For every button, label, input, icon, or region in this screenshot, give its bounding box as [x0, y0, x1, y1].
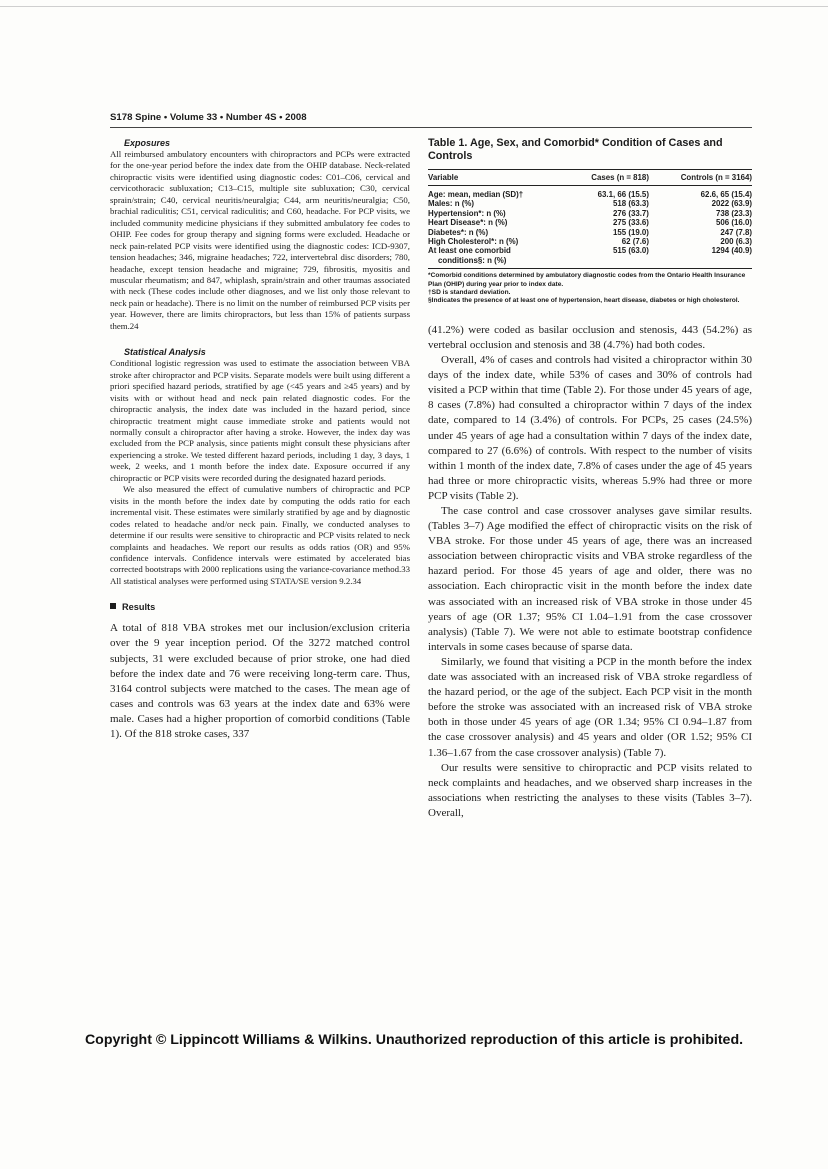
header-rule	[110, 127, 752, 128]
statistical-analysis-paragraph-1: Conditional logistic regression was used to estimate the association between VBA stroke after chiropractor and PCP visits. Separate models were built using different a priori specified hazard periods, stratified by age (<45 years and ≥45 years) and by visits with or without head and neck pain related diagnostic codes. For the chiropractic analysis, the index date was included in the hazard period, since chiropractic treatment might cause immediate stroke and patients would not normally consult a chiropractor after having a stroke. However, the index day was excluded from the PCP analysis, since patients might consult these physicians after experiencing a stroke. We tested different hazard periods, including 1 day, 3 days, 1 week, 2 weeks, and 1 month before the index date. Exposure occurred if any chiropractic or PCP visits were recorded during the designated hazard periods.	[110, 358, 410, 483]
statistical-analysis-paragraph-2: We also measured the effect of cumulative numbers of chiropractic and PCP visits in the month before the index date by computing the odds ratio for each incremental visit. These estimates were similarly stratified by age and by diagnostic codes related to headache and/or neck pain. Finally, we conducted analyses to determine if our results were sensitive to chiropractic and PCP visits related to neck complaints and headaches. We report our results as odds ratios (OR) and 95% confidence intervals. Confidence intervals were estimated by accelerated bias corrected bootstraps with 2000 replications using the variance-covariance method.33 All statistical analyses were performed using STATA/SE version 9.2.34	[110, 484, 410, 586]
case-control-paragraph: The case control and case crossover analyses gave similar results. (Tables 3–7) Age modified the effect of chiropractic visits on the risk of VBA stroke. For those under 45 years of age, there was an increased association between chiropractic visits and VBA stroke regardless of the hazard period. For those 45 years of age and older, there was no association. Each chiropractic visit in the month before the index date was associated with an increased risk of VBA stroke in those under 45 years of age (OR 1.37; 95% CI 1.04–1.91 from the case crossover analysis) (Table 7). We were not able to estimate bootstrap confidence intervals in some cases because of sparse data.	[428, 505, 752, 653]
table-cell: 200 (6.3)	[720, 237, 752, 247]
table-cell: 63.1, 66 (15.5)	[597, 190, 649, 199]
table-cell: Heart Disease*: n (%)	[428, 218, 508, 228]
pcp-visits-paragraph: Similarly, we found that visiting a PCP in the month before the index date was associated with an increased risk of VBA stroke regardless of the hazard period, or the age of the subject. Each PCP visit in the month before the stroke was associated with an increased risk of VBA stroke both in those under 45 years of age (OR 1.34; 95% CI 0.94–1.87 from the case crossover analysis) and 45 years and older (OR 1.52; 95% CI 1.36–1.67 from the case crossover analysis) (Table 7).	[428, 655, 752, 759]
exposures-paragraph: All reimbursed ambulatory encounters with chiropractors and PCPs were extracted for the one-year period before the index date from the OHIP database. Neck-related chiropractic visits were identified using diagnostic codes: C01–C06, cervical and cervicothoracic subluxation; C13–C15, multiple site subluxation; C30, cervical sprain/strain; C40, cervical neuritis/neuralgia; C44, arm neuritis/neuralgia; C50, brachial radiculitis; C51, cervical radiculitis; and C60, headache. For PCP visits, we included community medicine physicians if they submitted ambulatory fee codes to OHIP. Fee codes for group therapy and signing forms were excluded. Headache or neck pain-related PCP visits were identified using the diagnostic codes: ICD-9307, tension headaches; 346, migraine headaches; 722, intervertebral disc disorders; 780, headache, except tension headache and migraine; 729, fibrositis, myositis and muscular rheumatism; and 847, whiplash, sprain/strain and other traumas associated with neck (These codes include other diagnoses, and we list only those relevant to neck pain or headache). There is no limit on the number of reimbursed PCP visits per year. However, there are limits chiropractors, but less than 15% of patients surpass them.24	[110, 149, 411, 331]
table-cell: 518 (63.3)	[612, 199, 649, 209]
table-cell: 1294 (40.9)	[711, 246, 752, 256]
top-rule	[0, 6, 828, 7]
table-1-footnotes	[428, 272, 752, 306]
table-cell: Hypertension*: n (%)	[428, 208, 506, 218]
section-bullet-icon	[110, 603, 116, 609]
table-cell: 155 (19.0)	[612, 227, 649, 237]
table-cell: 62.6, 65 (15.4)	[700, 190, 752, 199]
table-cell: Diabetes*: n (%)	[428, 227, 489, 237]
right-column	[428, 137, 752, 821]
table-footnote: §Indicates the presence of at least one of hypertension, heart disease, diabetes or high cholesterol.	[428, 297, 740, 305]
table-cell: 738 (23.3)	[716, 208, 752, 218]
table-header-row	[428, 170, 752, 186]
copyright-notice: Copyright © Lippincott Williams & Wilkins. Unauthorized reproduction of this article is prohibited.	[84, 1032, 744, 1048]
exposures-heading: Exposures	[124, 138, 171, 148]
table-row	[428, 186, 752, 200]
table-row	[428, 199, 752, 208]
running-head: S178 Spine • Volume 33 • Number 4S • 2008	[110, 112, 307, 123]
table-row	[428, 237, 752, 246]
table-row	[428, 256, 752, 269]
table-cell: conditions§: n (%)	[428, 256, 566, 269]
table-footnote: *Comorbid conditions determined by ambulatory diagnostic codes from the Ontario Health Insurance Plan (OHIP) during year prior to index date.	[428, 272, 746, 288]
table-row	[428, 218, 752, 227]
results-heading	[110, 601, 410, 613]
table-cell: High Cholesterol*: n (%)	[428, 237, 519, 247]
table-header-cell: Controls (n = 3164)	[649, 170, 752, 186]
table-1-title: Table 1. Age, Sex, and Comorbid* Condition of Cases and Controls	[428, 137, 723, 162]
table-cell	[649, 256, 752, 269]
table-cell: Males: n (%)	[428, 199, 475, 209]
table-cell: 247 (7.8)	[720, 227, 752, 237]
table-cell: 276 (33.7)	[612, 208, 649, 218]
table-row	[428, 209, 752, 218]
table-header-cell: Cases (n = 818)	[566, 170, 649, 186]
left-column	[110, 137, 410, 742]
table-1	[428, 137, 752, 306]
results-continued-paragraph: (41.2%) were coded as basilar occlusion and stenosis, 443 (54.2%) as vertebral occlusion and stenosis and 38 (4.7%) had both codes.	[428, 323, 752, 351]
table-cell: 275 (33.6)	[612, 218, 649, 228]
table-cell: 506 (16.0)	[716, 218, 752, 228]
results-heading-text: Results	[122, 602, 156, 613]
sensitivity-paragraph: Our results were sensitive to chiropractic and PCP visits related to neck complaints and headaches, and we observed sharp increases in the associations when restricting the analyses to these visits (Tables 3–7). Overall,	[428, 761, 752, 819]
chiropractor-visits-paragraph: Overall, 4% of cases and controls had visited a chiropractor within 30 days of the index date, while 53% of cases and 30% of controls had visited a PCP within that time (Table 2). For those under 45 years of age, 8 cases (7.8%) had consulted a chiropractor within 7 days of the index date, compared to 14 (3.4%) of controls. For PCPs, 25 cases (24.5%) under 45 years of age had a consultation within 7 days of the index date, compared to 27 (6.6%) of controls. With respect to the number of visits within 1 month of the index date, 7.8% of cases under the age of 45 years had three or more chiropractic visits, whereas 5.9% had three or more PCP visits (Table 2).	[428, 354, 752, 502]
table-cell: Age: mean, median (SD)†	[428, 190, 524, 199]
table-cell: 515 (63.0)	[612, 246, 649, 256]
table-row	[428, 246, 752, 255]
table-header-cell: Variable	[428, 170, 566, 186]
table-cell: 2022 (63.9)	[711, 199, 752, 209]
statistical-analysis-heading: Statistical Analysis	[124, 347, 206, 358]
table-cell: At least one comorbid	[428, 246, 511, 256]
results-paragraph: A total of 818 VBA strokes met our inclusion/exclusion criteria over the 9 year inception period. Of the 3272 matched control subjects, 31 were excluded because of prior stroke, one had died before the index date and 76 were receiving long-term care. Thus, 3164 control subjects were matched to the cases. The mean age of cases and controls was 63 years at the index date and 63% were male. Cases had a higher proportion of comorbid conditions (Table 1). Of the 818 stroke cases, 337	[110, 622, 410, 740]
table-cell	[566, 256, 649, 269]
table-row	[428, 228, 752, 237]
table-footnote: †SD is standard deviation.	[428, 289, 511, 297]
table-1-grid	[428, 169, 752, 269]
table-cell: 62 (7.6)	[621, 237, 649, 247]
